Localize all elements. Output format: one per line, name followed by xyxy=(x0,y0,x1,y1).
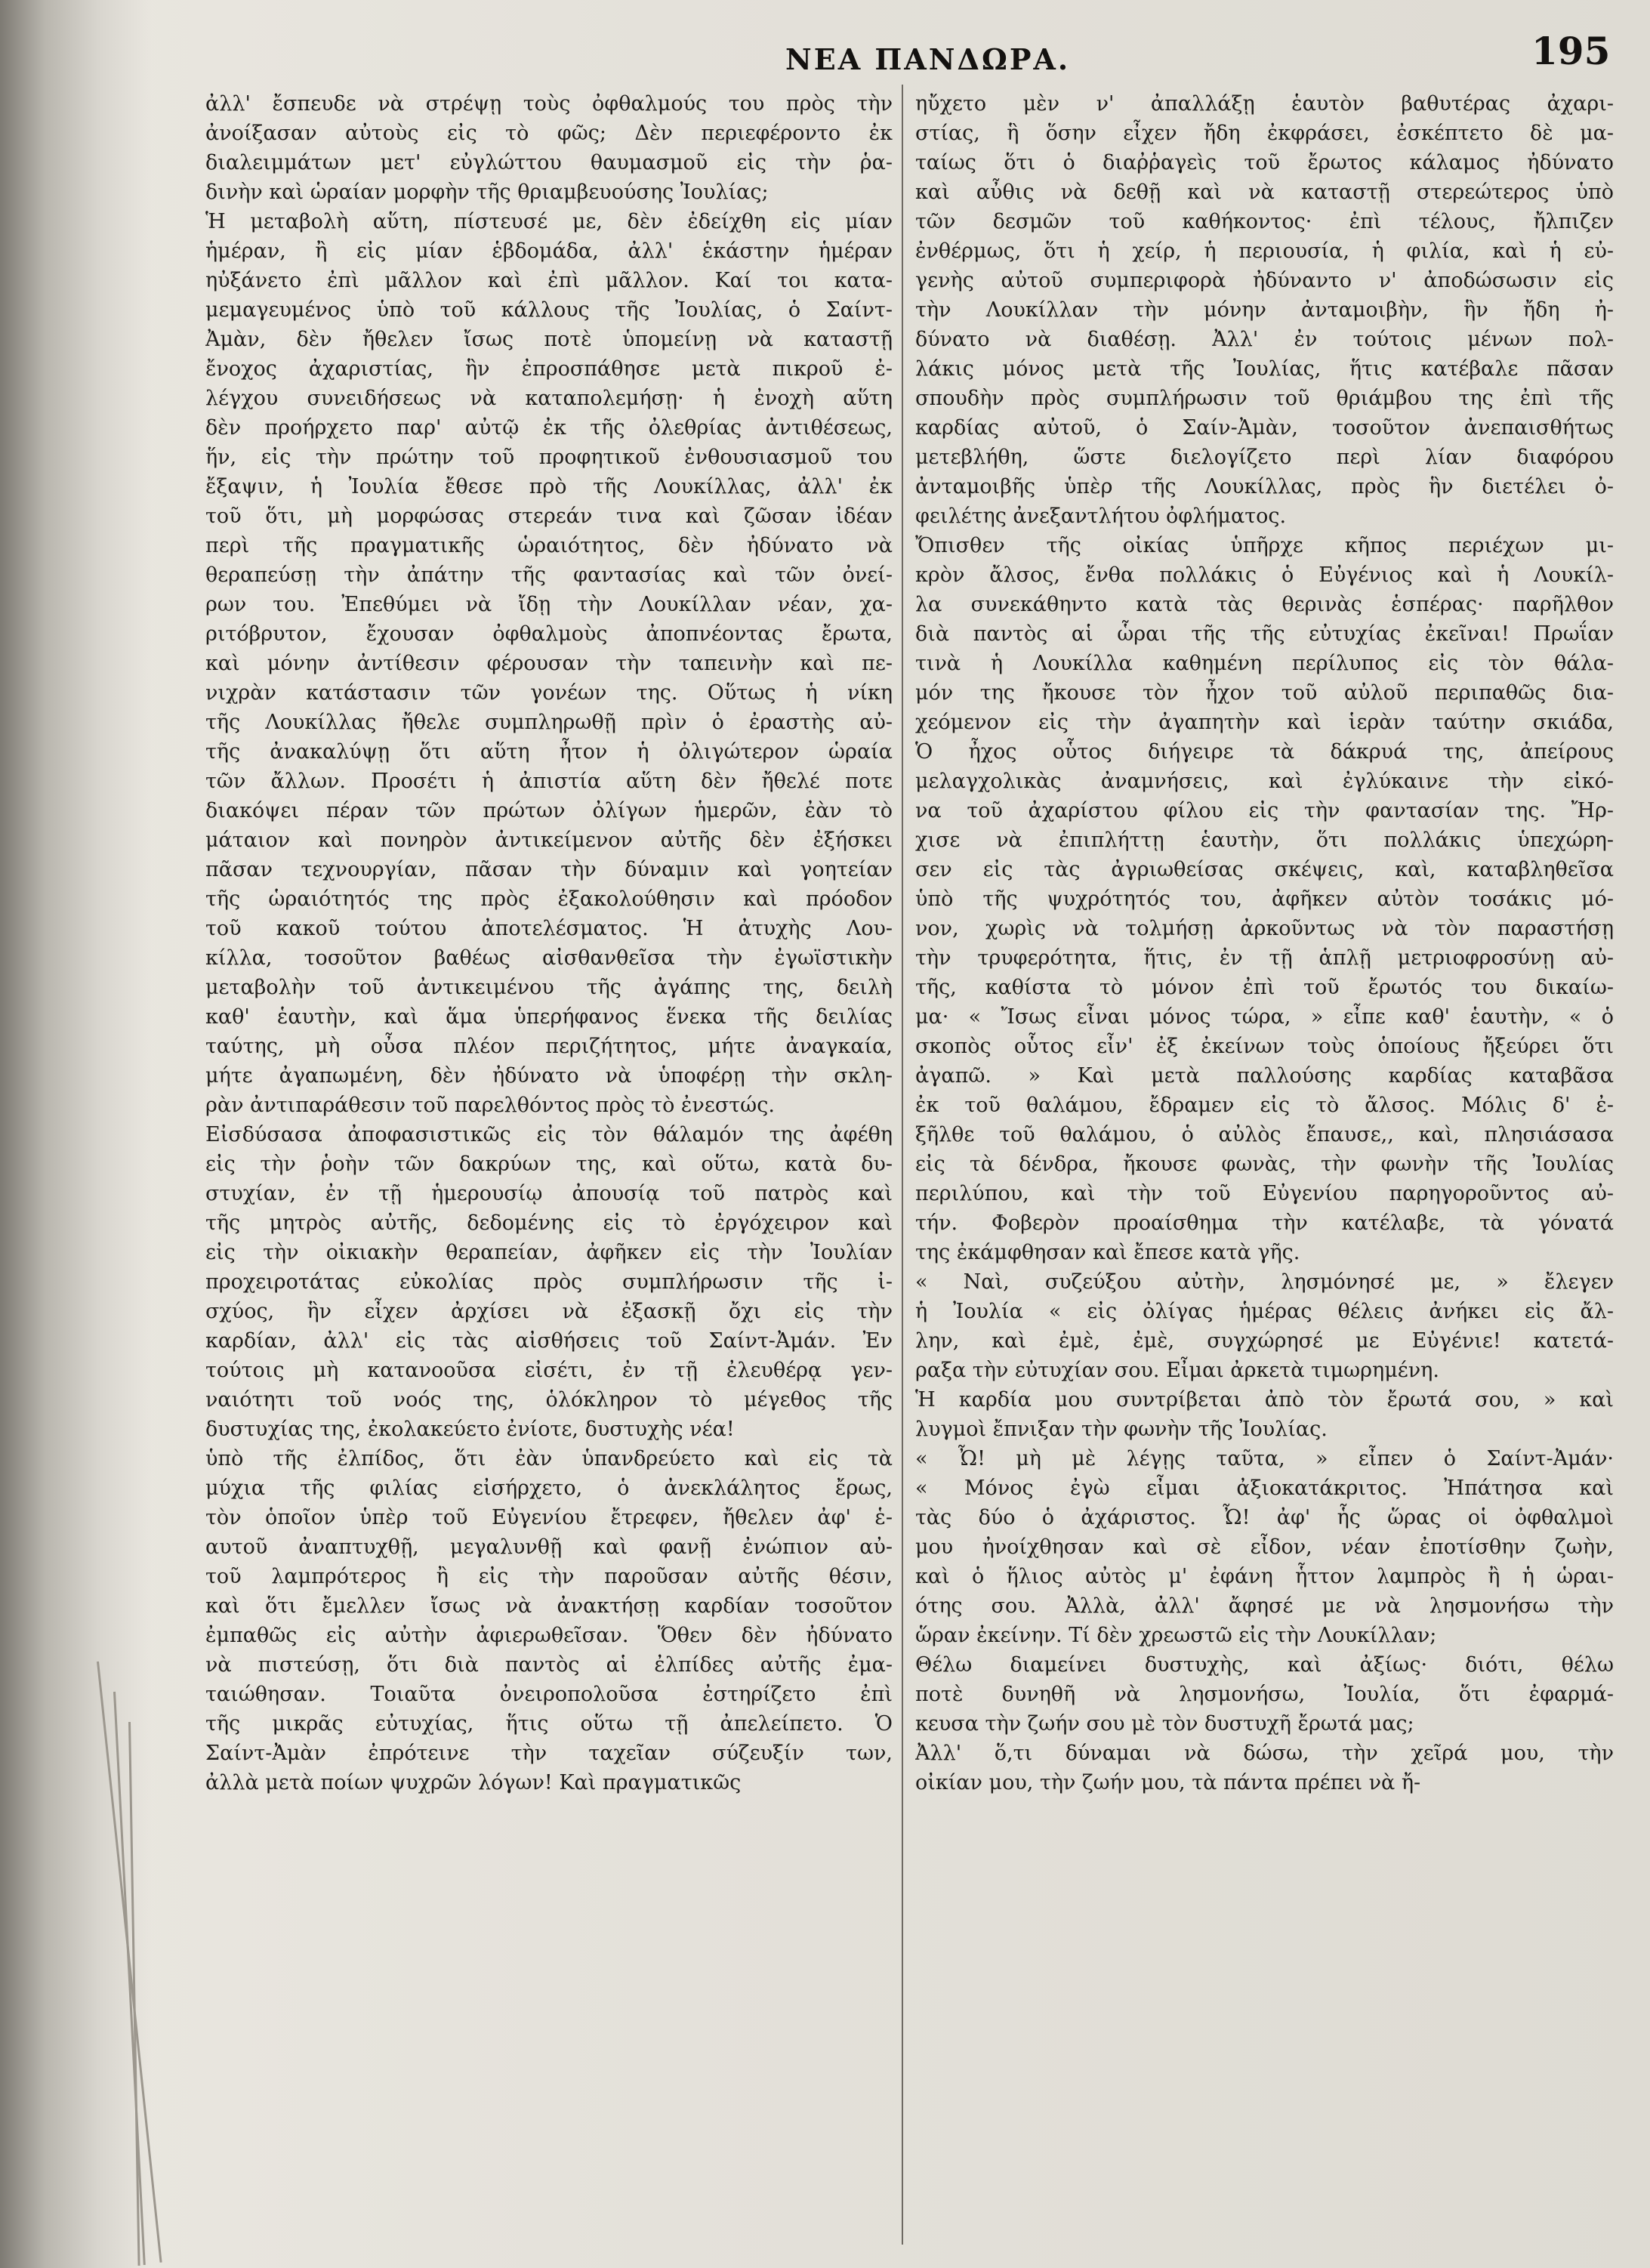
text-line: καρδίαν, ἀλλ' εἰς τὰς αἰσθήσεις τοῦ Σαίντ-Ἀμάν. Ἐν xyxy=(205,1329,893,1353)
text-line: ραξα τὴν εὐτυχίαν σου. Εἶμαι ἀρκετὰ τιμωρημένη. xyxy=(915,1359,1439,1382)
text-line: μα· « Ἴσως εἶναι μόνος τώρα, » εἶπε καθ' ἑαυτὴν, « ὁ xyxy=(915,1005,1614,1029)
text-line: στυχίαν, ἐν τῇ ἡμερουσίῳ ἀπουσίᾳ τοῦ πατρὸς καὶ xyxy=(205,1182,893,1205)
text-line: τὸν ὁποῖον ὑπὲρ τοῦ Εὐγενίου ἔτρεφεν, ἤθελεν ἀφ' ἑ- xyxy=(205,1506,893,1529)
text-line: νὰ πιστεύσῃ, ὅτι διὰ παντὸς αἱ ἐλπίδες αὐτῆς ἐμα- xyxy=(205,1653,893,1677)
text-line: ἡ Ἰουλία « εἰς ὀλίγας ἡμέρας θέλεις ἀνήκει εἰς ἄλ- xyxy=(915,1300,1614,1323)
left-text-column xyxy=(205,89,893,2249)
text-line: Ἡ μεταβολὴ αὕτη, πίστευσέ με, δὲν ἐδείχθη εἰς μίαν xyxy=(205,210,893,233)
text-line: θεραπεύσῃ τὴν ἀπάτην τῆς φαντασίας καὶ τῶν ὀνεί- xyxy=(205,563,893,587)
text-line: τὰς δύο ὁ ἀχάριστος. Ὦ! ἀφ' ἧς ὥρας οἱ ὀφθαλμοὶ xyxy=(915,1506,1614,1529)
column-divider xyxy=(902,85,903,2245)
text-line: εἰς τὰ δένδρα, ἤκουσε φωνὰς, τὴν φωνὴν τῆς Ἰουλίας xyxy=(915,1153,1614,1176)
text-line: σχύος, ἣν εἶχεν ἀρχίσει νὰ ἐξασκῇ ὄχι εἰς τὴν xyxy=(205,1300,893,1323)
text-line: ηὔχετο μὲν ν' ἀπαλλάξῃ ἑαυτὸν βαθυτέρας ἀχαρι- xyxy=(915,92,1614,116)
text-line: περιλύπου, καὶ τὴν τοῦ Εὐγενίου παρηγοροῦντος αὐ- xyxy=(915,1182,1614,1205)
text-line: λάκις μόνος μετὰ τῆς Ἰουλίας, ἥτις κατέβαλε πᾶσαν xyxy=(915,357,1614,381)
text-line: μου ἠνοίχθησαν καὶ σὲ εἶδον, νέαν ἐποτίσθην ζωὴν, xyxy=(915,1535,1614,1559)
text-line: ἀγαπῶ. » Καὶ μετὰ παλλούσης καρδίας καταβᾶσα xyxy=(915,1064,1614,1088)
text-line: τήν. Φοβερὸν προαίσθημα τὴν κατέλαβε, τὰ γόνατά xyxy=(915,1211,1614,1235)
text-line: ἀλλὰ μετὰ ποίων ψυχρῶν λόγων! Καὶ πραγματικῶς xyxy=(205,1771,742,1794)
text-line: οἰκίαν μου, τὴν ζωήν μου, τὰ πάντα πρέπει νὰ ἤ- xyxy=(915,1771,1421,1794)
text-line: Ἡ καρδία μου συντρίβεται ἀπὸ τὸν ἔρωτά σου, » καὶ xyxy=(915,1388,1614,1412)
text-line: περὶ τῆς πραγματικῆς ὡραιότητος, δὲν ἠδύνατο νὰ xyxy=(205,534,893,557)
text-line: καὶ αὖθις νὰ δεθῇ καὶ νὰ καταστῇ στερεώτερος ὑπὸ xyxy=(915,181,1614,204)
text-line: λα συνεκάθηντο κατὰ τὰς θερινὰς ἑσπέρας· παρῆλθον xyxy=(915,593,1614,616)
text-line: τῶν ἄλλων. Προσέτι ἡ ἀπιστία αὕτη δὲν ἤθελέ ποτε xyxy=(205,770,893,793)
text-line: αυτοῦ ἀναπτυχθῇ, μεγαλυνθῇ καὶ φανῇ ἐνώπιον αὐ- xyxy=(205,1535,893,1559)
text-line: τινὰ ἡ Λουκίλλα καθημένη περίλυπος εἰς τὸν θάλα- xyxy=(915,652,1614,675)
text-line: ναιότητι τοῦ νοός της, ὁλόκληρον τὸ μέγεθος τῆς xyxy=(205,1388,893,1412)
text-line: δινὴν καὶ ὡραίαν μορφὴν τῆς θριαμβευούσης Ἰουλίας; xyxy=(205,181,769,204)
text-line: Σαίντ-Ἀμὰν ἐπρότεινε τὴν ταχεῖαν σύζευξίν των, xyxy=(205,1742,893,1765)
text-line: ποτὲ δυνηθῆ νὰ λησμονήσω, Ἰουλία, ὅτι ἐφαρμά- xyxy=(915,1683,1614,1706)
text-line: πᾶσαν τεχνουργίαν, πᾶσαν τὴν δύναμιν καὶ γοητείαν xyxy=(205,858,893,881)
text-line: ἥν, εἰς τὴν πρώτην τοῦ προφητικοῦ ἐνθουσιασμοῦ του xyxy=(205,446,893,469)
text-line: ἀνοίξασαν αὐτοὺς εἰς τὸ φῶς; Δὲν περιεφέροντο ἐκ xyxy=(205,122,893,145)
text-line: ἔξαψιν, ἡ Ἰουλία ἔθεσε πρὸ τῆς Λουκίλλας, ἀλλ' ἐκ xyxy=(205,475,893,498)
text-line: ἔνοχος ἀχαριστίας, ἣν ἐπροσπάθησε μετὰ πικροῦ ἐ- xyxy=(205,357,893,381)
text-line: χισε νὰ ἐπιπλήττῃ ἑαυτὴν, ὅτι πολλάκις ὑπεχώρη- xyxy=(915,829,1614,852)
text-line: μήτε ἀγαπωμένη, δὲν ἠδύνατο νὰ ὑποφέρῃ τὴν σκλη- xyxy=(205,1064,893,1088)
text-line: νιχρὰν κατάστασιν τῶν γονέων της. Οὕτως ἡ νίκη xyxy=(205,681,893,705)
text-line: μύχια τῆς φιλίας εἰσήρχετο, ὁ ἀνεκλάλητος ἔρως, xyxy=(205,1477,893,1500)
text-line: ἡμέραν, ἢ εἰς μίαν ἑβδομάδα, ἀλλ' ἑκάστην ἡμέραν xyxy=(205,239,893,263)
text-line: διὰ παντὸς αἱ ὧραι τῆς τῆς εὐτυχίας ἐκεῖναι! Πρωΐαν xyxy=(915,622,1614,646)
text-line: ταύτης, μὴ οὖσα πλέον περιζήτητος, μήτε ἀναγκαία, xyxy=(205,1035,893,1058)
text-line: Ἀλλ' ὅ,τι δύναμαι νὰ δώσω, τὴν χεῖρά μου, τὴν xyxy=(915,1742,1614,1765)
text-line: τοῦ λαμπρότερος ἢ εἰς τὴν παροῦσαν αὐτῆς θέσιν, xyxy=(205,1565,893,1588)
text-line: καὶ μόνην ἀντίθεσιν φέρουσαν τὴν ταπεινὴν καὶ πε- xyxy=(205,652,893,675)
text-line: ἐμπαθῶς εἰς αὐτὴν ἀφιερωθεῖσαν. Ὅθεν δὲν ἠδύνατο xyxy=(205,1624,893,1647)
text-line: Ὄπισθεν τῆς οἰκίας ὑπῆρχε κῆπος περιέχων μι- xyxy=(915,534,1614,557)
binding-gutter xyxy=(0,0,151,2268)
text-line: Ὁ ἦχος οὗτος διήγειρε τὰ δάκρυά της, ἀπείρους xyxy=(915,740,1614,764)
text-line: τῆς ἀνακαλύψῃ ὅτι αὕτη ἦτον ἡ ὀλιγώτερον ὡραία xyxy=(205,740,893,764)
text-line: κίλλα, τοσοῦτον βαθέως αἰσθανθεῖσα τὴν ἐγωϊστικὴν xyxy=(205,946,893,970)
page-header xyxy=(0,29,1650,82)
text-line: τοῦ κακοῦ τούτου ἀποτελέσματος. Ἡ ἀτυχὴς Λου- xyxy=(205,917,893,940)
text-line: ὑπὸ τῆς ἐλπίδος, ὅτι ἐὰν ὑπανδρεύετο καὶ εἰς τὰ xyxy=(205,1447,893,1470)
text-line: κρὸν ἄλσος, ἔνθα πολλάκις ὁ Εὐγένιος καὶ ἡ Λουκίλ- xyxy=(915,563,1614,587)
text-line: καρδίας αὐτοῦ, ὁ Σαίν-Ἀμὰν, τοσοῦτον ἀνεπαισθήτως xyxy=(915,416,1614,440)
text-line: λυγμοὶ ἔπνιξαν τὴν φωνὴν τῆς Ἰουλίας. xyxy=(915,1418,1328,1441)
text-line: σκοπὸς οὗτος εἶν' ἐξ ἐκείνων τοὺς ὁποίους ἤξεύρει ὅτι xyxy=(915,1035,1614,1058)
text-line: λην, καὶ ἐμὲ, ἐμὲ, συγχώρησέ με Εὐγένιε! κατετά- xyxy=(915,1329,1614,1353)
text-line: εἰς τὴν οἰκιακὴν θεραπείαν, ἀφῆκεν εἰς τὴν Ἰουλίαν xyxy=(205,1241,893,1264)
text-line: ότης σου. Ἀλλὰ, ἀλλ' ἄφησέ με νὰ λησμονήσω τὴν xyxy=(915,1594,1614,1618)
text-line: « Ναὶ, συζεύξου αὐτὴν, λησμόνησέ με, » ἔλεγεν xyxy=(915,1270,1614,1294)
text-line: ἐνθέρμως, ὅτι ἡ χείρ, ἡ περιουσία, ἡ φιλία, καὶ ἡ εὐ- xyxy=(915,239,1614,263)
text-line: νον, χωρὶς νὰ τολμήσῃ ἀρκοῦντως νὰ τὸν παραστήσῃ xyxy=(915,917,1614,940)
text-line: μεταβολὴν τοῦ ἀντικειμένου τῆς ἀγάπης της, δειλὴ xyxy=(205,976,893,999)
text-line: ρὰν ἀντιπαράθεσιν τοῦ παρελθόντος πρὸς τὸ ἐνεστώς. xyxy=(205,1094,775,1117)
text-line: προχειροτάτας εὐκολίας πρὸς συμπλήρωσιν τῆς ἰ- xyxy=(205,1270,893,1294)
text-line: φειλέτης ἀνεξαντλήτου ὀφλήματος. xyxy=(915,505,1287,528)
text-line: λέγχου συνειδήσεως νὰ καταπολεμήσῃ· ἡ ἐνοχὴ αὕτη xyxy=(205,387,893,410)
text-line: τῶν δεσμῶν τοῦ καθήκοντος· ἐπὶ τέλους, ἤλπιζεν xyxy=(915,210,1614,233)
text-line: « Μόνος ἐγὼ εἶμαι ἀξιοκατάκριτος. Ἠπάτησα καὶ xyxy=(915,1477,1614,1500)
text-line: δὲν προήρχετο παρ' αὐτῷ ἐκ τῆς ὀλεθρίας ἀντιθέσεως, xyxy=(205,416,893,440)
text-line: χεόμενον εἰς τὴν ἀγαπητὴν καὶ ἱερὰν ταύτην σκιάδα, xyxy=(915,711,1614,734)
text-line: ἐκ τοῦ θαλάμου, ἔδραμεν εἰς τὸ ἄλσος. Μόλις δ' ἐ- xyxy=(915,1094,1614,1117)
text-line: Θέλω διαμείνει δυστυχὴς, καὶ ἀξίως· διότι, θέλω xyxy=(915,1653,1614,1677)
page-number: 195 xyxy=(1531,29,1611,73)
text-line: ταιώθησαν. Τοιαῦτα ὀνειροπολοῦσα ἐστηρίζετο ἐπὶ xyxy=(205,1683,893,1706)
text-line: μάταιον καὶ πονηρὸν ἀντικείμενον αὐτῆς δὲν ἐξήσκει xyxy=(205,829,893,852)
text-line: Εἰσδύσασα ἀποφασιστικῶς εἰς τὸν θάλαμόν της ἀφέθη xyxy=(205,1123,893,1146)
right-text-column xyxy=(915,89,1614,2249)
text-line: τῆς Λουκίλλας ἤθελε συμπληρωθῇ πρὶν ὁ ἐραστὴς αὐ- xyxy=(205,711,893,734)
text-line: σπουδὴν πρὸς συμπλήρωσιν τοῦ θριάμβου της ἐπὶ τῆς xyxy=(915,387,1614,410)
text-line: ηὐξάνετο ἐπὶ μᾶλλον καὶ ἐπὶ μᾶλλον. Καί τοι κατα- xyxy=(205,269,893,292)
text-line: διακόψει πέραν τῶν πρώτων ὀλίγων ἡμερῶν, ἐὰν τὸ xyxy=(205,799,893,822)
text-line: « Ὦ! μὴ μὲ λέγῃς ταῦτα, » εἶπεν ὁ Σαίντ-Ἀμάν· xyxy=(915,1447,1614,1470)
text-line: ὑπὸ τῆς ψυχρότητός του, ἀφῆκεν αὐτὸν τοσάκις μό- xyxy=(915,887,1614,911)
text-line: τῆς μικρᾶς εὐτυχίας, ἥτις οὕτω τῇ ἀπελείπετο. Ὁ xyxy=(205,1712,893,1736)
text-line: τὴν τρυφερότητα, ἥτις, ἐν τῇ ἁπλῇ μετριοφροσύνῃ αὐ- xyxy=(915,946,1614,970)
text-line: ρων του. Ἐπεθύμει νὰ ἴδῃ τὴν Λουκίλλαν νέαν, χα- xyxy=(205,593,893,616)
text-line: ἀλλ' ἔσπευδε νὰ στρέψῃ τοὺς ὀφθαλμούς του πρὸς τὴν xyxy=(205,92,893,116)
text-line: καὶ ὅτι ἔμελλεν ἴσως νὰ ἀνακτήσῃ καρδίαν τοσοῦτον xyxy=(205,1594,893,1618)
text-line: δυστυχίας της, ἐκολακεύετο ἐνίοτε, δυστυχὴς νέα! xyxy=(205,1418,735,1441)
text-line: ριτόβρυτον, ἔχουσαν ὀφθαλμοὺς ἀποπνέοντας ἔρωτα, xyxy=(205,622,893,646)
text-line: τὴν Λουκίλλαν τὴν μόνην ἀνταμοιβὴν, ἣν ἤδη ἠ- xyxy=(915,298,1614,322)
text-line: να τοῦ ἀχαρίστου φίλου εἰς τὴν φαντασίαν της. Ἤρ- xyxy=(915,799,1614,822)
text-line: γενὴς αὐτοῦ συμπεριφορὰ ἠδύναντο ν' ἀποδώσωσιν εἰς xyxy=(915,269,1614,292)
text-line: καθ' ἑαυτὴν, καὶ ἅμα ὑπερήφανος ἕνεκα τῆς δειλίας xyxy=(205,1005,893,1029)
text-line: τούτοις μὴ κατανοοῦσα εἰσέτι, ἐν τῇ ἐλευθέρᾳ γεν- xyxy=(205,1359,893,1382)
text-line: σεν εἰς τὰς ἀγριωθείσας σκέψεις, καὶ, καταβληθεῖσα xyxy=(915,858,1614,881)
text-line: μετεβλήθη, ὥστε διελογίζετο περὶ λίαν διαφόρου xyxy=(915,446,1614,469)
text-line: εἰς τὴν ῥοὴν τῶν δακρύων της, καὶ οὕτω, κατὰ δυ- xyxy=(205,1153,893,1176)
text-line: διαλειμμάτων μετ' εὐγλώττου θαυμασμοῦ εἰς τὴν ῥα- xyxy=(205,151,893,174)
running-title: ΝΕΑ ΠΑΝΔΩΡΑ. xyxy=(785,42,1071,76)
text-line: μεμαγευμένος ὑπὸ τοῦ κάλλους τῆς Ἰουλίας, ὁ Σαίντ- xyxy=(205,298,893,322)
text-line: της ἐκάμφθησαν καὶ ἔπεσε κατὰ γῆς. xyxy=(915,1241,1300,1264)
text-line: τῆς μητρὸς αὐτῆς, δεδομένης εἰς τὸ ἐργόχειρον καὶ xyxy=(205,1211,893,1235)
text-line: τῆς ὡραιότητός της πρὸς ἐξακολούθησιν καὶ πρόοδον xyxy=(205,887,893,911)
text-line: Ἀμὰν, δὲν ἤθελεν ἴσως ποτὲ ὑπομείνῃ νὰ καταστῇ xyxy=(205,328,893,351)
text-line: καὶ ὁ ἥλιος αὐτὸς μ' ἐφάνη ἧττον λαμπρὸς ἢ ἡ ὡραι- xyxy=(915,1565,1614,1588)
text-line: ταίως ὅτι ὁ διαῤῥαγεὶς τοῦ ἔρωτος κάλαμος ἠδύνατο xyxy=(915,151,1614,174)
text-line: ὥραν ἐκείνην. Τί δὲν χρεωστῶ εἰς τὴν Λουκίλλαν; xyxy=(915,1624,1437,1647)
text-line: δύνατο νὰ διαθέσῃ. Ἀλλ' ἐν τούτοις μένων πολ- xyxy=(915,328,1614,351)
text-line: ἀνταμοιβῆς ὑπὲρ τῆς Λουκίλλας, πρὸς ἣν διετέλει ὀ- xyxy=(915,475,1614,498)
text-line: τῆς, καθίστα τὸ μόνον ἐπὶ τοῦ ἔρωτός του δικαίω- xyxy=(915,976,1614,999)
text-line: μελαγχολικὰς ἀναμνήσεις, καὶ ἐγλύκαινε τὴν εἰκό- xyxy=(915,770,1614,793)
text-line: μόν της ἤκουσε τὸν ἦχον τοῦ αὐλοῦ περιπαθῶς δια- xyxy=(915,681,1614,705)
text-line: κευσα τὴν ζωήν σου μὲ τὸν δυστυχῆ ἔρωτά μας; xyxy=(915,1712,1414,1736)
text-line: τοῦ ὅτι, μὴ μορφώσας στερεάν τινα καὶ ζῶσαν ἰδέαν xyxy=(205,505,893,528)
text-line: στίας, ἣ ὅσην εἶχεν ἤδη ἐκφράσει, ἐσκέπτετο δὲ μα- xyxy=(915,122,1614,145)
text-line: ξῆλθε τοῦ θαλάμου, ὁ αὐλὸς ἔπαυσε,, καὶ, πλησιάσασα xyxy=(915,1123,1614,1146)
